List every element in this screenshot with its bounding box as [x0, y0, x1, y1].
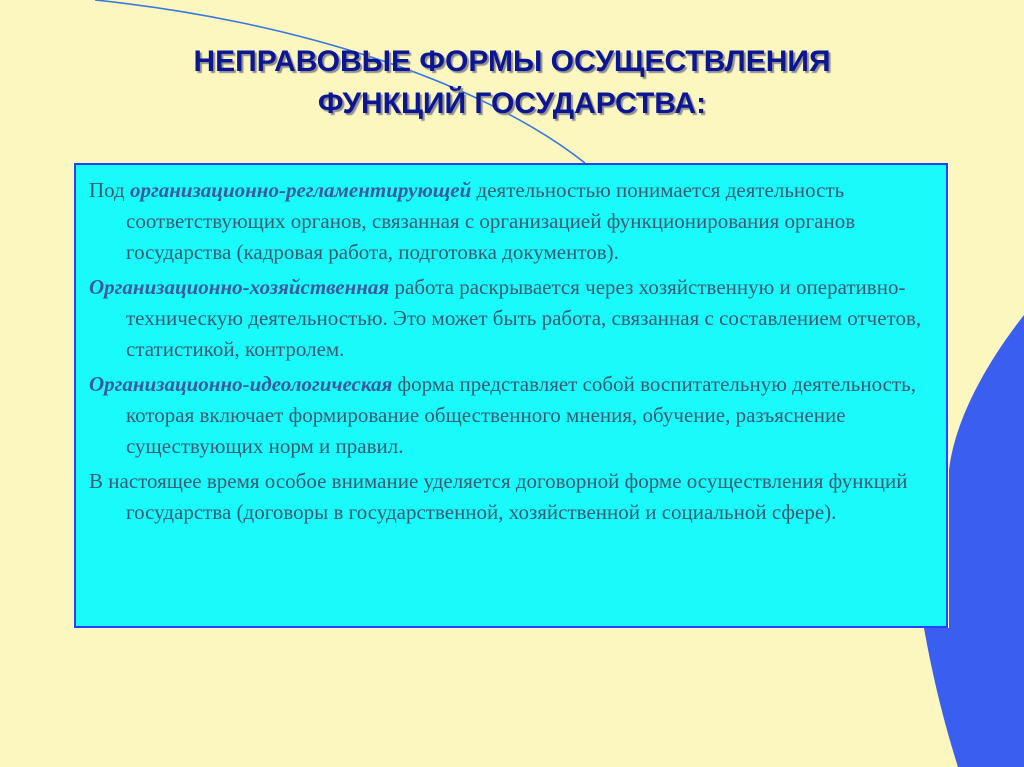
slide-title-line-1: НЕПРАВОВЫЕ ФОРМЫ ОСУЩЕСТВЛЕНИЯ — [193, 45, 831, 78]
decorative-arc-line — [95, 0, 585, 163]
paragraph-organizational-ideological — [89, 369, 924, 462]
paragraph-lead: Под — [89, 178, 130, 202]
paragraph-organizational-economic — [89, 272, 924, 365]
term-organizational-economic: Организационно-хозяйственная — [89, 275, 390, 299]
paragraph-organizational-regulatory — [89, 175, 924, 268]
slide-title-line-2: ФУНКЦИЙ ГОСУДАРСТВА: — [317, 87, 707, 120]
paragraph-text: В настоящее время особое внимание уделяется договорной форме осуществления функций государства (договоры в государственной, хозяйственной и социальной сфере). — [89, 469, 908, 524]
paragraph-text: форма представляет собой воспитательную деятельность, которая включает формирование общественного мнения, обучение, разъяснение существующих норм и правил. — [126, 372, 916, 458]
paragraph-contractual-form — [89, 466, 924, 528]
paragraph-text: деятельностью понимается деятельность соответствующих органов, связанная с организацией функционирования органов государства (кадровая работа, подготовка документов). — [126, 178, 856, 264]
paragraph-text: работа раскрывается через хозяйственную и оперативно-техническую деятельностью. Это может быть работа, связанная с составлением отчетов, статистикой, контролем. — [126, 275, 922, 361]
term-organizational-ideological: Организационно-идеологическая — [89, 372, 393, 396]
content-box — [74, 163, 948, 628]
term-organizational-regulatory: организационно-регламентирующей — [130, 178, 472, 202]
